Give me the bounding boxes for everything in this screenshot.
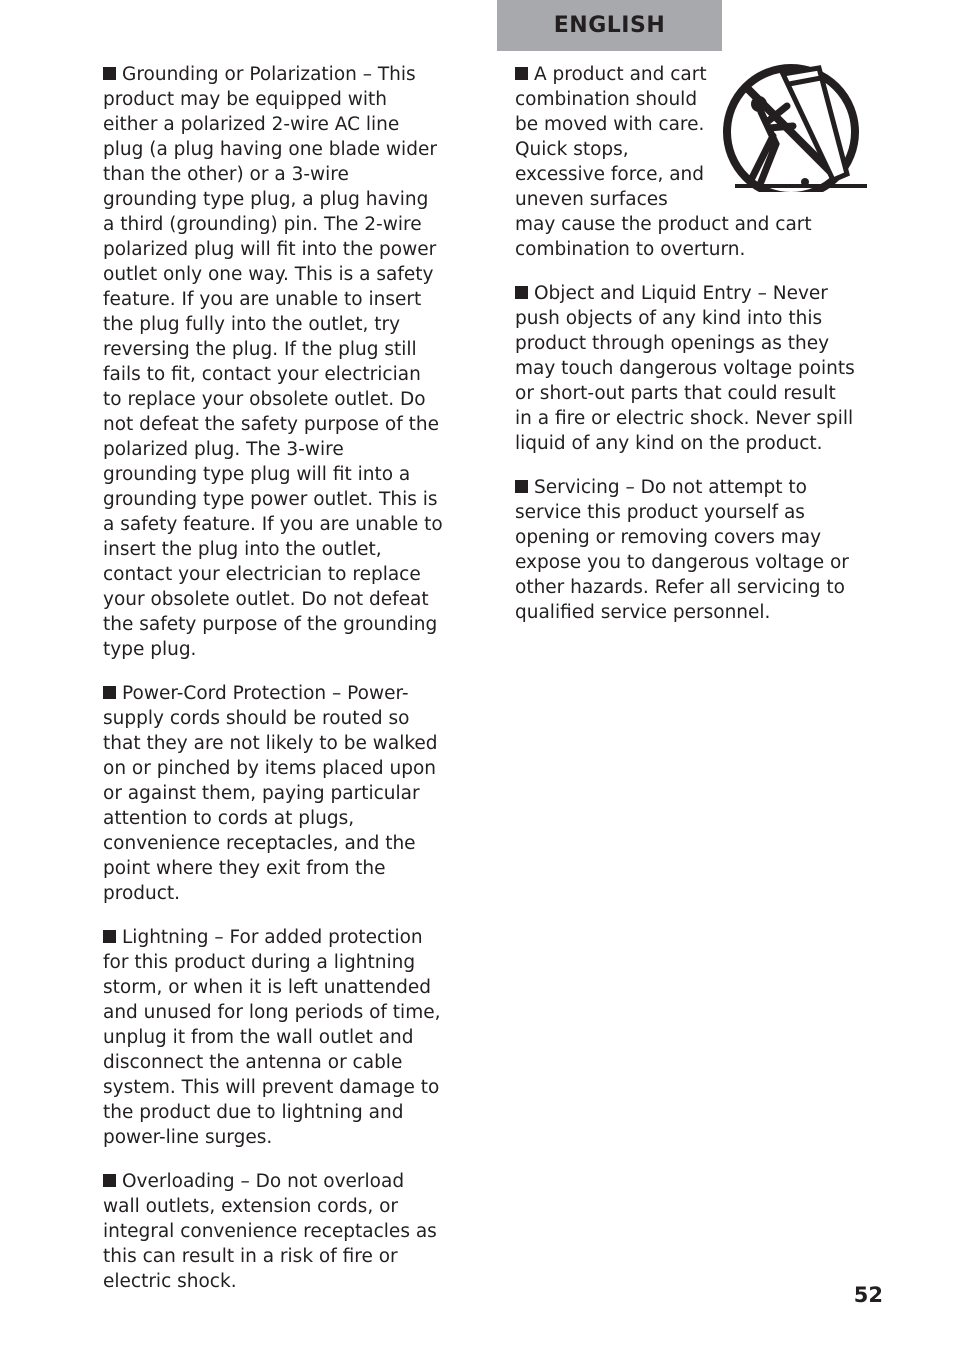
- paragraph-text: Servicing – Do not attempt to service this product yourself as opening or removing covers may expose you to dangerous voltage or other hazards. Refer all servicing to qualified service personnel.: [515, 477, 849, 623]
- right-column: [515, 62, 855, 644]
- left-column: [103, 62, 443, 1313]
- lightning-paragraph: [103, 925, 443, 1150]
- grounding-polarization-paragraph: [103, 62, 443, 662]
- servicing-paragraph: [515, 475, 855, 625]
- square-bullet-icon: [515, 67, 528, 80]
- overloading-paragraph: [103, 1169, 443, 1294]
- square-bullet-icon: [103, 930, 116, 943]
- square-bullet-icon: [515, 286, 528, 299]
- square-bullet-icon: [103, 686, 116, 699]
- paragraph-text: Overloading – Do not overload wall outlets, extension cords, or integral convenience receptacles as this can result in a risk of fire or electric shock.: [103, 1171, 437, 1292]
- paragraph-text: Power-Cord Protection – Power-supply cords should be routed so that they are not likely to be walked on or pinched by items placed upon or against them, paying particular attention to cords at plugs, convenience receptacles, and the point where they exit from the product.: [103, 683, 438, 904]
- paragraph-text: A product and cart combination should be moved with care. Quick stops, excessive force, and uneven surfaces may cause the product and cart combination to overturn.: [515, 64, 812, 260]
- language-tab-label: ENGLISH: [553, 13, 666, 38]
- object-liquid-entry-paragraph: [515, 281, 855, 456]
- page-number: 52: [853, 1283, 883, 1307]
- cart-combination-paragraph: [515, 62, 855, 262]
- paragraph-text: Grounding or Polarization – This product may be equipped with either a polarized 2-wire AC line plug (a plug having one blade wider than the other) or a 3-wire grounding type plug, a plug having a third (grounding) pin. The 2-wire polarized plug will fit into the power outlet only one way. This is a safety feature. If you are unable to insert the plug fully into the outlet, try reversing the plug. If the plug still fails to fit, contact your electrician to replace your obsolete outlet. Do not defeat the safety purpose of the polarized plug. The 3-wire grounding type plug will fit into a grounding type power outlet. This is a safety feature. If you are unable to insert the plug into the outlet, contact your electrician to replace your obsolete outlet. Do not defeat the safety purpose of the grounding type plug.: [103, 64, 443, 660]
- square-bullet-icon: [515, 480, 528, 493]
- language-tab: [497, 0, 722, 51]
- square-bullet-icon: [103, 1174, 116, 1187]
- paragraph-text: Lightning – For added protection for this product during a lightning storm, or when it is left unattended and unused for long periods of time, unplug it from the wall outlet and disconnect the antenna or cable system. This will prevent damage to the product due to lightning and power-line surges.: [103, 927, 441, 1148]
- cart-tip-over-warning-icon: [721, 64, 867, 192]
- paragraph-text: Object and Liquid Entry – Never push objects of any kind into this product through openings as they may touch dangerous voltage points or short-out parts that could result in a fire or electric shock. Never spill liquid of any kind on the product.: [515, 283, 855, 454]
- power-cord-protection-paragraph: [103, 681, 443, 906]
- square-bullet-icon: [103, 67, 116, 80]
